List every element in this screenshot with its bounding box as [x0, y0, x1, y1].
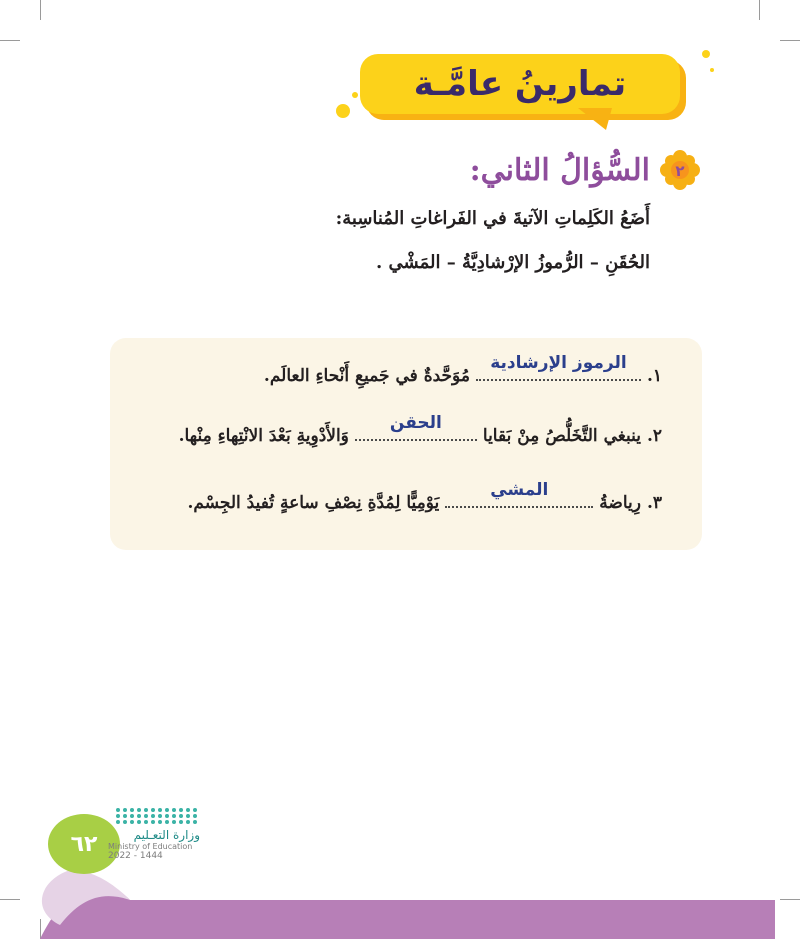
- item-number: ١.: [646, 366, 662, 386]
- item-number: ٣.: [646, 493, 662, 513]
- exercise-line-2: [178, 413, 662, 446]
- exercise-line-1: [263, 353, 662, 386]
- item-number: ٢.: [646, 426, 662, 446]
- svg-text:٢: ٢: [675, 162, 685, 180]
- banner-tail: [578, 108, 612, 130]
- title-banner: [330, 40, 720, 140]
- exercise-line-3: [187, 480, 662, 513]
- instruction-text: أَضَعُ الكَلِماتِ الآتيةَ في الفَراغاتِ المُناسِبة:: [335, 208, 650, 229]
- answer-blank: [476, 353, 641, 381]
- filled-answer: المشي: [490, 480, 549, 500]
- logo-dots-icon: [116, 808, 200, 824]
- decor-dot: [702, 50, 710, 58]
- word-bank: الحُقَنِ – الرُّموزُ الإرْشادِيَّةُ – المَشْي .: [376, 252, 650, 273]
- sentence-after: وَالأَدْوِيةِ بَعْدَ الانْتِهاءِ مِنْها.: [178, 426, 349, 446]
- answer-box: [110, 338, 702, 550]
- question-heading: [470, 150, 700, 190]
- sentence-after: يَوْمِيًّا لِمُدَّةِ نِصْفِ ساعةٍ تُفيدُ الجِسْم.: [187, 493, 440, 513]
- sentence-before: ينبغي التَّخَلُّصُ مِنْ بَقايا: [482, 426, 641, 446]
- crop-mark: [0, 40, 20, 41]
- banner-box: [360, 54, 680, 114]
- flower-badge-icon: [660, 150, 700, 190]
- decor-dot: [710, 68, 714, 72]
- crop-mark: [40, 0, 41, 20]
- crop-mark: [759, 0, 760, 20]
- decor-dot: [352, 92, 358, 98]
- answer-blank: [355, 413, 477, 441]
- answer-blank: [445, 480, 593, 508]
- question-title: السُّؤالُ الثاني:: [469, 152, 650, 188]
- ministry-logo: [108, 808, 200, 861]
- sentence-before: رِياضةُ: [599, 493, 641, 513]
- crop-mark: [780, 40, 800, 41]
- ministry-name-en: Ministry of Education: [108, 842, 193, 851]
- sentence-after: مُوَحَّدةٌ في جَميعِ أَنْحاءِ العالَم.: [263, 366, 470, 386]
- page-title: تمارينُ عامَّـة: [413, 64, 627, 104]
- edition-year: 2022 - 1444: [108, 851, 163, 861]
- ministry-name-ar: وزارة التعـليم: [133, 828, 200, 842]
- decor-dot: [336, 104, 350, 118]
- filled-answer: الحقن: [389, 413, 442, 433]
- page-number: ٦٢: [70, 831, 98, 857]
- filled-answer: الرموز الإرشادية: [490, 353, 627, 373]
